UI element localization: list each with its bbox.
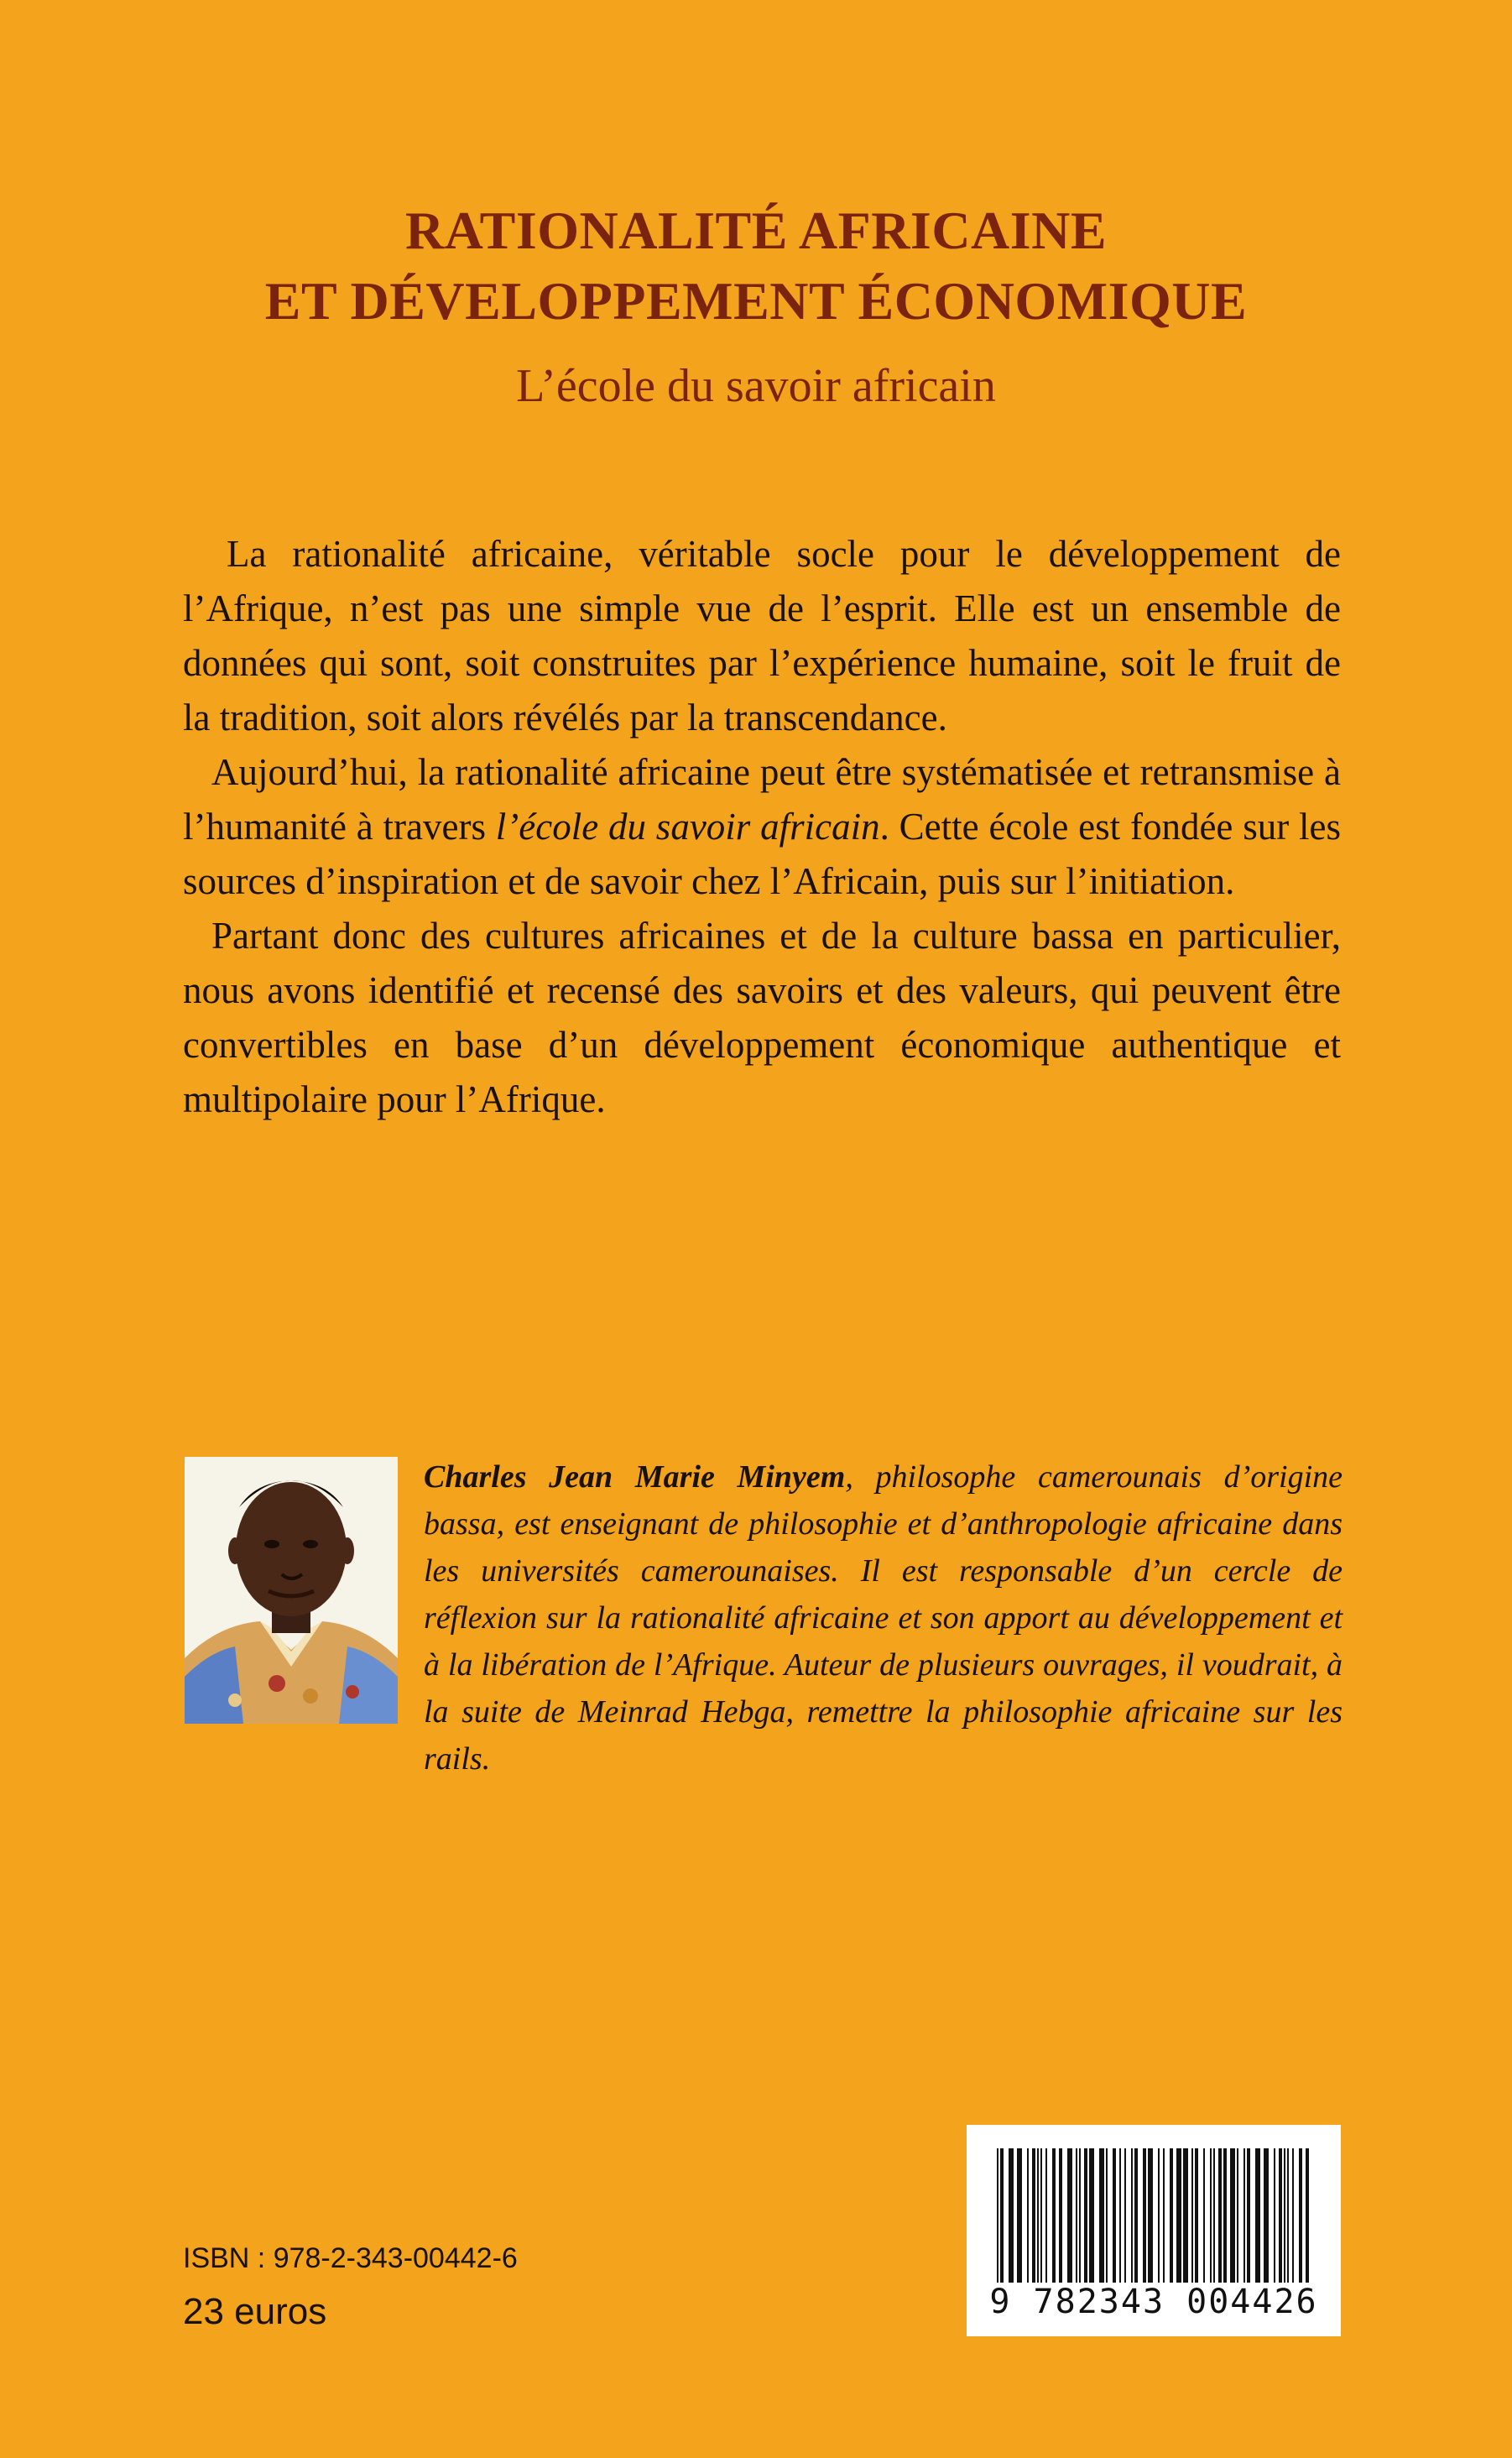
barcode-bar xyxy=(1052,2148,1056,2283)
title-line-2: ET DÉVELOPPEMENT ÉCONOMIQUE xyxy=(264,271,1248,331)
barcode-bar xyxy=(1195,2148,1198,2283)
barcode-bar xyxy=(1230,2148,1235,2283)
barcode-bar xyxy=(1037,2148,1039,2283)
barcode-bar xyxy=(1148,2148,1153,2283)
author-portrait-illustration xyxy=(185,1457,398,1724)
barcode-bar xyxy=(1045,2148,1047,2283)
barcode-bar xyxy=(1237,2148,1238,2283)
barcode-bar xyxy=(1163,2148,1165,2283)
barcode-bar xyxy=(1287,2148,1289,2283)
barcode-bar xyxy=(1218,2148,1222,2283)
barcode-bar xyxy=(1170,2148,1173,2283)
blurb-paragraph-1: La rationalité africaine, véritable socle pour le développement de l’Afrique, n’est pas une simple vue de l’esprit. Elle est un ensemble de données qui sont, soit construites par l’expérience humaine, soit le fruit de la tradition, soit alors révélés par la transcendance. xyxy=(183,533,1341,738)
barcode-bar xyxy=(1009,2148,1014,2283)
price: 23 euros xyxy=(183,2291,327,2332)
blurb-paragraph-2 xyxy=(183,745,1341,909)
barcode-bar xyxy=(1040,2148,1042,2283)
barcode-bar xyxy=(1089,2148,1094,2283)
barcode-bar xyxy=(1113,2148,1116,2283)
barcode-bar xyxy=(1210,2148,1212,2283)
barcode-bar xyxy=(1292,2148,1294,2283)
school-name-italic: l’école du savoir africain xyxy=(495,806,880,848)
barcode-bar xyxy=(1027,2148,1029,2283)
barcode-bar xyxy=(1183,2148,1188,2283)
barcode-bar xyxy=(1079,2148,1081,2283)
barcode-bar xyxy=(1191,2148,1193,2283)
barcode-bar xyxy=(1143,2148,1146,2283)
blurb-paragraph-2-start: Aujourd’hui, la rationalité africaine peut être systématisée et retransmise à l’humanité à travers xyxy=(183,751,1341,848)
barcode-bar xyxy=(1099,2148,1104,2283)
author-bio xyxy=(424,1453,1343,1782)
barcode-bar xyxy=(1264,2148,1269,2283)
barcode-bar xyxy=(1017,2148,1022,2283)
barcode-bar xyxy=(1279,2148,1282,2283)
barcode-bar xyxy=(1203,2148,1205,2283)
barcode-bar xyxy=(1059,2148,1062,2283)
blurb-paragraph-3: Partant donc des cultures africaines et de la culture bassa en particulier, nous avons identifié et recensé des savoirs et des valeurs, qui peuvent être convertibles en base d’un développement économique authentique et multipolaire pour l’Afrique. xyxy=(183,915,1341,1120)
barcode-bar xyxy=(1158,2148,1160,2283)
barcode-bar xyxy=(1176,2148,1181,2283)
barcode-bar xyxy=(1067,2148,1072,2283)
barcode-bar xyxy=(1131,2148,1133,2283)
author-photo xyxy=(185,1457,398,1724)
barcode-bar xyxy=(1106,2148,1108,2283)
barcode xyxy=(967,2125,1341,2336)
barcode-bar xyxy=(1274,2148,1275,2283)
title-line-1: RATIONALITÉ AFRICAINE xyxy=(404,201,1108,260)
barcode-bar xyxy=(1134,2148,1138,2283)
barcode-bar xyxy=(1284,2148,1285,2283)
barcode-digits: 9 782343 004426 xyxy=(967,2283,1341,2321)
barcode-bar xyxy=(1299,2148,1302,2283)
barcode-bar xyxy=(1213,2148,1215,2283)
author-bio-text: , philosophe camerounais d’origine bassa, est enseignant de philosophie et d’anthropologie africaine dans les universités camerounaises. Il est responsable d’un cercle de réflexion sur la rationalité africaine et son apport au développement et à la libération de l’Afrique. Auteur de plusieurs ouvrages, il voudrait, à la suite de Meinrad Hebga, remettre la philosophie africaine sur les rails. xyxy=(424,1459,1343,1777)
blurb-paragraph-2-end: . Cette école est fondée sur les sources d’inspiration et de savoir chez l’Africain, puis sur l’initiation. xyxy=(183,806,1341,902)
barcode-bar xyxy=(1124,2148,1126,2283)
barcode-bar xyxy=(1247,2148,1250,2283)
blurb xyxy=(183,527,1341,1127)
barcode-bar xyxy=(1032,2148,1035,2283)
barcode-bar xyxy=(1223,2148,1227,2283)
subtitle: L’école du savoir africain xyxy=(516,360,996,412)
author-name: Charles Jean Marie Minyem xyxy=(424,1459,846,1495)
barcode-bar xyxy=(1076,2148,1077,2283)
barcode-bar xyxy=(1243,2148,1245,2283)
barcode-bar xyxy=(1119,2148,1121,2283)
barcode-bar xyxy=(1084,2148,1087,2283)
isbn: ISBN : 978-2-343-00442-6 xyxy=(183,2242,518,2274)
barcode-bar xyxy=(1255,2148,1260,2283)
